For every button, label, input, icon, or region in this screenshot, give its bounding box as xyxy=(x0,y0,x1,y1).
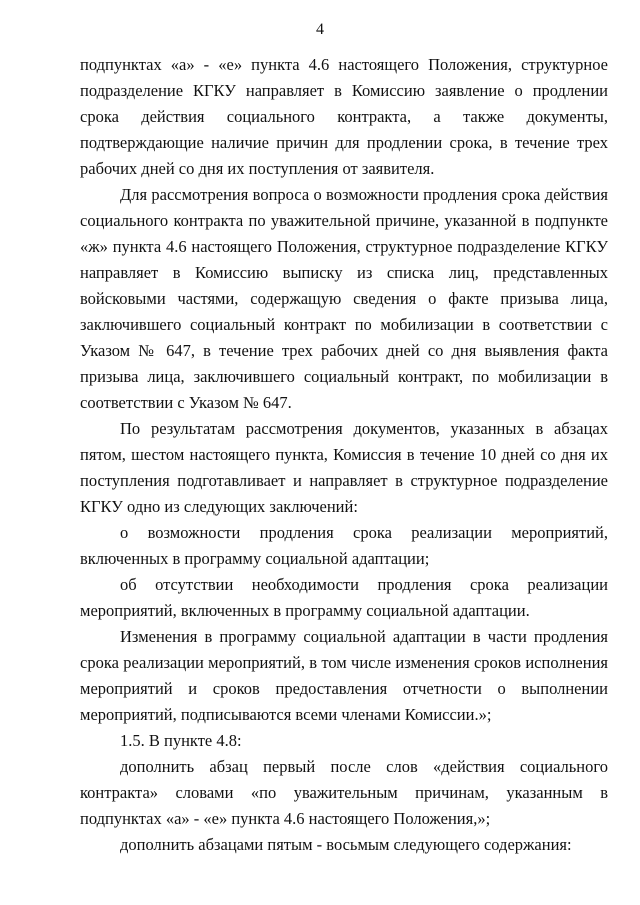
paragraph-option-extension: о возможности продления срока реализации мероприятий, включенных в программу социальной адаптации; xyxy=(80,523,608,568)
paragraph-mobilization-extract: Для рассмотрения вопроса о возможности продления срока действия социального контракта по уважительной причине, указанной в подпункте «ж» пункта 4.6 настоящего Положения, структурное подразделение КГКУ направляет в Комиссию выписку из списка лиц, представленных войсковыми частями, содержащую сведения о факте призыва лица, заключившего социальный контракт по мобилизации в соответствии с Указом № 647, в течение трех рабочих дней со дня выявления факта призыва лица, заключившего социальный контракт, по мобилизации в соответствии с Указом № 647. xyxy=(80,185,608,412)
paragraph-clause-1-5: 1.5. В пункте 4.8: xyxy=(120,731,242,750)
paragraph-option-no-extension: об отсутствии необходимости продления срока реализации мероприятий, включенных в программу социальной адаптации. xyxy=(80,575,608,620)
paragraph-add-abzacs: дополнить абзацами пятым - восьмым следующего содержания: xyxy=(120,835,572,854)
paragraph-program-changes: Изменения в программу социальной адаптации в части продления срока реализации мероприятий, в том числе изменения сроков исполнения мероприятий и сроков предоставления отчетности о выполнении мероприятий, подписываются всеми членами Комиссии.»; xyxy=(80,627,608,724)
paragraph-commission-results: По результатам рассмотрения документов, указанных в абзацах пятом, шестом настоящего пункта, Комиссия в течение 10 дней со дня их поступления подготавливает и направляет в структурное подразделение КГКУ одно из следующих заключений: xyxy=(80,419,608,516)
page-number: 4 xyxy=(316,21,324,38)
document-body xyxy=(80,52,608,858)
paragraph-continuation: подпунктах «а» - «е» пункта 4.6 настоящего Положения, структурное подразделение КГКУ направляет в Комиссию заявление о продлении срока действия социального контракта, а также документы, подтверждающие наличие причин для продлении срока, в течение трех рабочих дней со дня их поступления от заявителя. xyxy=(80,55,608,178)
paragraph-amend-first-abzac: дополнить абзац первый после слов «действия социального контракта» словами «по уважительным причинам, указанным в подпунктах «а» - «е» пункта 4.6 настоящего Положения,»; xyxy=(80,757,608,828)
